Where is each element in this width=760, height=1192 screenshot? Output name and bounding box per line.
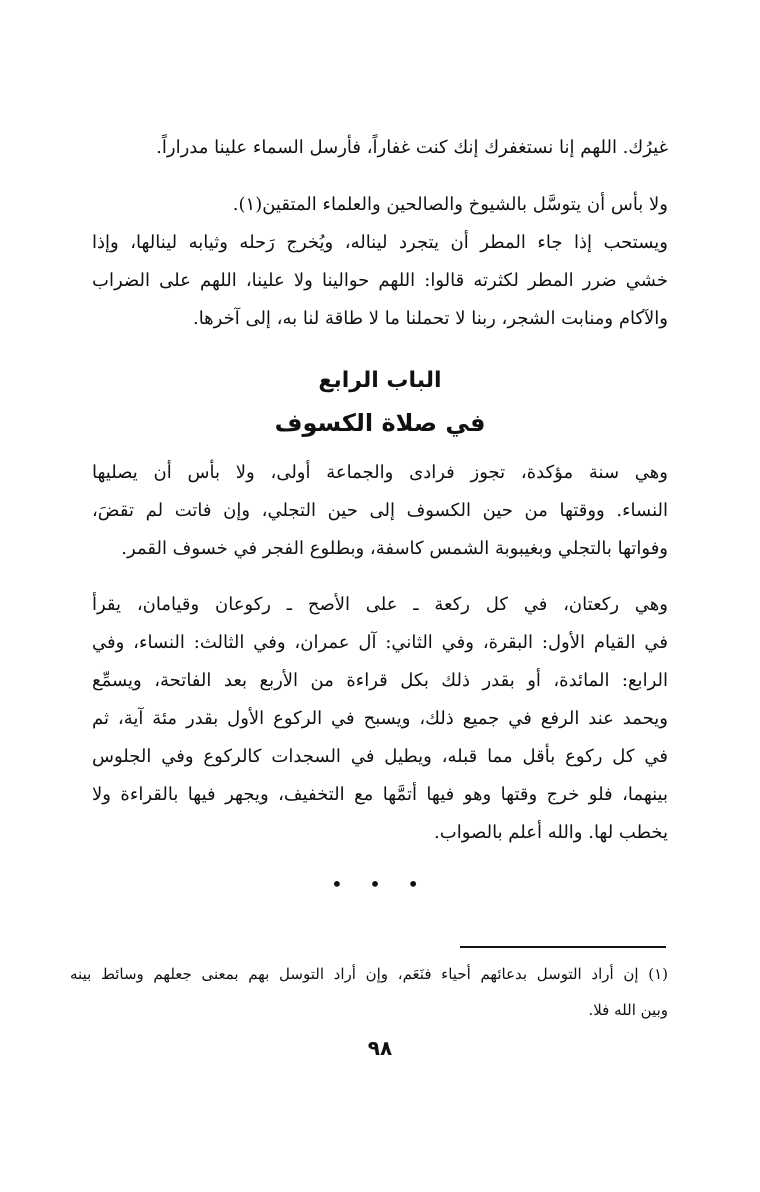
chapter-heading: الباب الرابع bbox=[318, 368, 442, 393]
text-line: وهي سنة مؤكدة، تجوز فرادى والجماعة أولى، ولا بأس أن يصليها bbox=[92, 462, 668, 483]
footnote bbox=[70, 956, 668, 1028]
text-line: النساء. ووقتها من حين الكسوف إلى حين التجلي، وإن فاتت لم تقضَ، bbox=[92, 500, 668, 521]
text-line: بينهما، فلو خرج وقتها وهو فيها أتمَّها مع التخفيف، ويجهر فيها بالقراءة ولا bbox=[92, 784, 668, 805]
text-line: والآكام ومنابت الشجر، ربنا لا تحملنا ما لا طاقة لنا به، إلى آخرها. bbox=[192, 308, 668, 329]
text-line: في كل ركوع بأقل مما قبله، ويطيل في السجدات كالركوع وفي الجلوس bbox=[92, 746, 668, 767]
footnote-line: وبين الله فلا. bbox=[588, 1001, 668, 1019]
paragraph-1 bbox=[92, 129, 668, 167]
paragraph-2 bbox=[92, 186, 668, 338]
text-line: الرابع: المائدة، أو بقدر ذلك بكل قراءة من الأربع بعد الفاتحة، ويسمِّع bbox=[92, 670, 668, 691]
text-line: خشي ضرر المطر لكثرته قالوا: اللهم حوالينا ولا علينا، اللهم على الضراب bbox=[92, 270, 668, 291]
text-line: ويحمد عند الرفع في جميع ذلك، ويسبح في الركوع الأول بقدر مئة آية، ثم bbox=[92, 708, 668, 729]
text-line: وفواتها بالتجلي وبغيبوبة الشمس كاسفة، وبطلوع الفجر في خسوف القمر. bbox=[121, 538, 668, 559]
page-number: ٩٨ bbox=[367, 1036, 393, 1060]
section-separator: • • • bbox=[330, 872, 430, 896]
text-line: وهي ركعتان، في كل ركعة ـ على الأصح ـ ركوعان وقيامان، يقرأ bbox=[92, 594, 668, 615]
paragraph-3 bbox=[92, 454, 668, 568]
text-line: ولا بأس أن يتوسَّل بالشيوخ والصالحين والعلماء المتقين(١). bbox=[232, 194, 668, 215]
text-line: في القيام الأول: البقرة، وفي الثاني: آل عمران، وفي الثالث: النساء، وفي bbox=[92, 632, 668, 653]
text-line: غيرُك. اللهم إنا نستغفرك إنك كنت غفاراً، فأرسل السماء علينا مدراراً. bbox=[156, 137, 668, 158]
footnote-line: (١) إن أراد التوسل بدعائهم أحياء فنَعَم، وإن أراد التوسل بهم بمعنى جعلهم وسائط بينه bbox=[70, 965, 668, 983]
paragraph-4 bbox=[92, 586, 668, 852]
chapter-title: في صلاة الكسوف bbox=[274, 409, 486, 437]
footnote-divider bbox=[460, 946, 666, 948]
text-line: يخطب لها. والله أعلم بالصواب. bbox=[434, 822, 668, 843]
text-line: ويستحب إذا جاء المطر أن يتجرد ليناله، ويُخرج رَحله وثيابه لينالها، وإذا bbox=[92, 232, 668, 253]
